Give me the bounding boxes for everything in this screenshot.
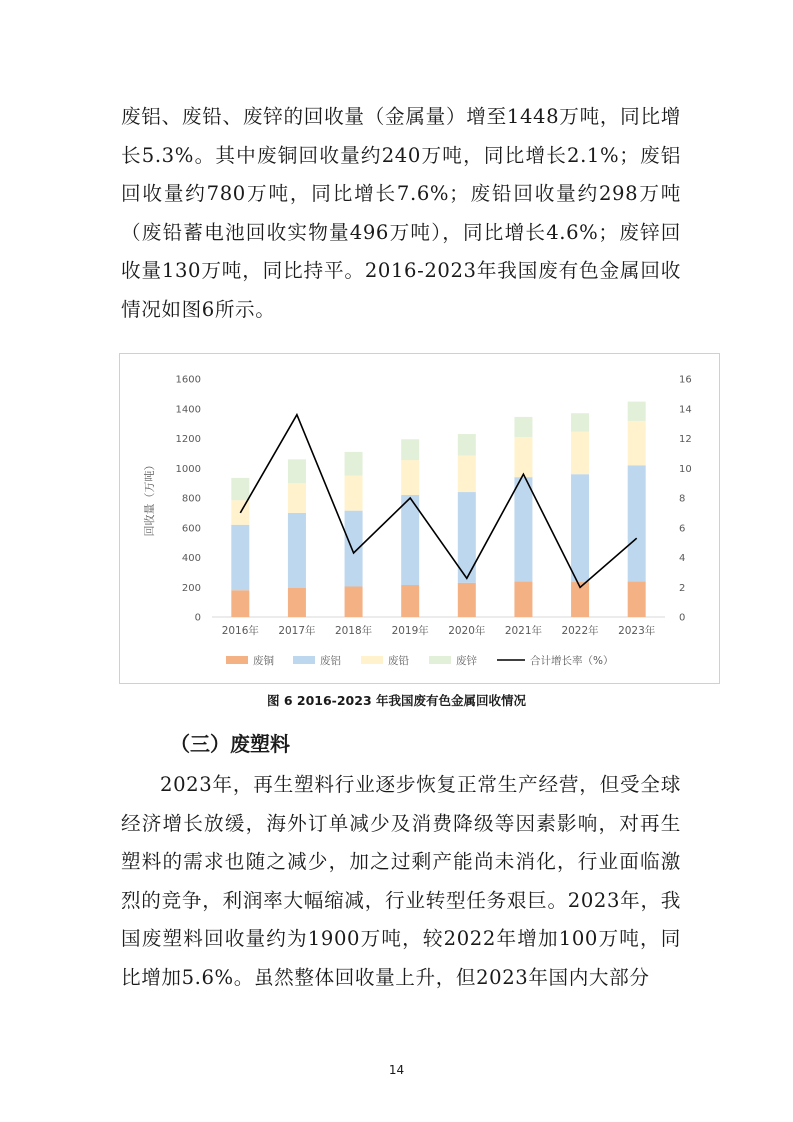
y2-tick-label: 4: [679, 553, 686, 564]
bar-segment: [628, 402, 646, 421]
y2-tick-label: 0: [679, 612, 686, 624]
x-tick-label: 2016年: [221, 625, 259, 637]
y-tick-label: 1200: [175, 434, 201, 445]
bar-segment: [231, 525, 249, 590]
bar-segment: [345, 511, 363, 587]
page-number: 14: [388, 1063, 405, 1077]
y-axis-title: 回收量（万吨）: [143, 459, 156, 537]
legend-swatch: [226, 656, 248, 664]
bar-segment: [628, 581, 646, 617]
x-tick-label: 2019年: [391, 625, 429, 637]
bar-segment: [571, 413, 589, 432]
x-tick-label: 2018年: [334, 625, 373, 637]
bar-segment: [514, 581, 532, 617]
bar-segment: [458, 434, 476, 456]
body-paragraph: 废铝、废铅、废锌的回收量（金属量）增至1448万吨，同比增长5.3%。其中废铜回收量约240万吨，同比增长2.1%；废铝回收量约780万吨，同比增长7.6%；废铅回收量约298万吨（废铅蓄电池回收实物量496万吨），同比增长4.6%；废锌回收量130万吨，同比持平。2016-2023年我国废有色金属回收情况如图6所示。: [121, 105, 681, 321]
legend-swatch: [429, 656, 451, 664]
x-tick-label: 2021年: [504, 625, 543, 637]
y2-tick-label: 14: [679, 404, 692, 416]
y2-tick-label: 10: [679, 463, 692, 475]
legend-label: 合计增长率（%）: [530, 655, 614, 667]
x-tick-label: 2017年: [278, 625, 316, 637]
bar-segment: [231, 478, 249, 500]
legend-label: 废铝: [320, 655, 341, 667]
y-tick-label: 200: [181, 582, 201, 594]
chart-frame: [119, 353, 720, 684]
bar-segment: [288, 588, 306, 617]
legend-swatch: [361, 656, 383, 664]
y2-tick-label: 6: [679, 523, 686, 535]
y2-tick-label: 2: [679, 582, 686, 594]
bar-segment: [628, 465, 646, 581]
bar-segment: [345, 452, 363, 476]
y-tick-label: 0: [194, 612, 201, 624]
bar-segment: [628, 421, 646, 465]
bar-segment: [345, 476, 363, 511]
y-tick-label: 1400: [175, 404, 201, 416]
y-tick-label: 800: [181, 493, 201, 505]
bar-segment: [401, 460, 419, 495]
x-tick-label: 2020年: [448, 625, 486, 637]
bar-segment: [514, 417, 532, 437]
bar-segment: [288, 459, 306, 483]
bar-segment: [571, 432, 589, 474]
recycling-chart: [120, 354, 719, 683]
bar-segment: [401, 495, 419, 585]
bar-segment: [458, 583, 476, 617]
bar-segment: [288, 513, 306, 588]
legend-label: 废铅: [388, 655, 409, 667]
x-tick-label: 2022年: [561, 625, 599, 637]
y2-tick-label: 16: [679, 374, 692, 386]
y2-tick-label: 12: [679, 434, 692, 445]
legend-label: 废铜: [253, 655, 274, 667]
bar-segment: [458, 456, 476, 492]
bar-segment: [514, 437, 532, 477]
bar-segment: [401, 585, 419, 617]
y-tick-label: 1000: [175, 463, 201, 475]
y-tick-label: 600: [181, 523, 201, 535]
body-paragraph: 2023年，再生塑料行业逐步恢复正常生产经营，但受全球经济增长放缓，海外订单减少及消费降级等因素影响，对再生塑料的需求也随之减少，加之过剩产能尚未消化，行业面临激烈的竞争，利润率大幅缩减，行业转型任务艰巨。2023年，我国废塑料回收量约为1900万吨，较2022年增加100万吨，同比增加5.6%。虽然整体回收量上升，但2023年国内大部分: [121, 773, 681, 989]
x-tick-label: 2023年: [618, 625, 656, 637]
bar-segment: [571, 474, 589, 582]
y2-tick-label: 8: [679, 493, 686, 505]
bar-segment: [288, 483, 306, 513]
y-tick-label: 400: [181, 553, 201, 564]
legend-label: 废锌: [456, 655, 477, 667]
bar-segment: [401, 439, 419, 460]
figure-caption: 图 6 2016-2023 年我国废有色金属回收情况: [266, 693, 527, 708]
legend-swatch: [293, 656, 315, 664]
y-tick-label: 1600: [175, 374, 201, 386]
section-heading: （三）废塑料: [170, 732, 290, 756]
bar-segment: [231, 590, 249, 617]
bar-segment: [514, 477, 532, 581]
bar-segment: [345, 587, 363, 617]
